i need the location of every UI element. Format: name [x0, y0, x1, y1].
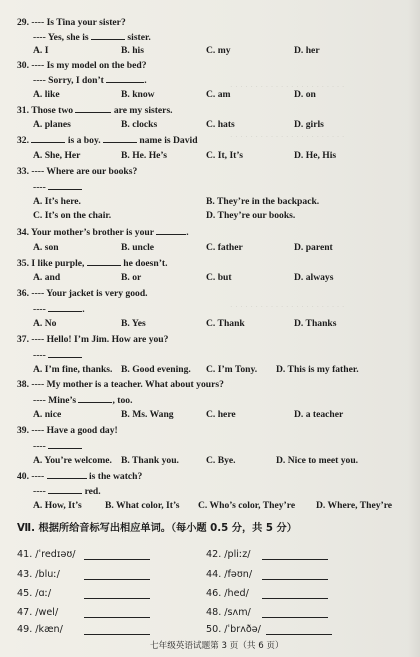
section-heading: Ⅶ. 根据所给音标写出相应单词。（每小题 0.5 分，共 5 分） [17, 523, 297, 534]
option-32-c[interactable]: C. It, It’s [206, 150, 243, 161]
question-30: 30. ---- Is my model on the bed? [17, 60, 147, 71]
question-32: 32. is a boy. name is David [17, 135, 198, 146]
option-37-d[interactable]: D. This is my father. [276, 364, 359, 375]
bleed-through-text: . . . . . . . . . . . . . . . . . . . . . . . [230, 130, 345, 139]
answer-line-36: ---- . [33, 304, 85, 315]
bleed-through-text: . . . . . . . . . . . . . . . . . . . . . . . [230, 300, 345, 309]
option-36-d[interactable]: D. Thanks [294, 318, 337, 329]
answer-line-38: ---- Mine’s , too. [33, 395, 133, 406]
option-38-d[interactable]: D. a teacher [294, 409, 344, 420]
option-39-a[interactable]: A. You’re welcome. [33, 455, 112, 466]
answer-blank[interactable] [87, 257, 121, 266]
phonetic-43: 43. /bluː/ [17, 569, 60, 580]
option-32-d[interactable]: D. He, His [294, 150, 337, 161]
answer-blank[interactable] [48, 440, 82, 449]
answer-line[interactable] [84, 558, 150, 560]
phonetic-41: 41. /ˈredɪəʊ/ [17, 549, 76, 560]
option-38-b[interactable]: B. Ms. Wang [121, 409, 174, 420]
answer-line-39: ---- [33, 440, 82, 452]
option-34-a[interactable]: A. son [33, 242, 59, 253]
phonetic-47: 47. /wel/ [17, 607, 59, 618]
option-31-b[interactable]: B. clocks [121, 119, 158, 130]
option-40-d[interactable]: D. Where, They’re [316, 500, 393, 511]
question-29: 29. ---- Is Tina your sister? [17, 17, 126, 28]
phonetic-45: 45. /ɑː/ [17, 588, 52, 599]
option-36-c[interactable]: C. Thank [206, 318, 245, 329]
option-30-a[interactable]: A. like [33, 89, 60, 100]
question-31: 31. Those two are my sisters. [17, 105, 173, 116]
option-40-c[interactable]: C. Who’s color, They’re [198, 500, 296, 511]
option-29-a[interactable]: A. I [33, 45, 49, 56]
phonetic-42: 42. /pliːz/ [206, 549, 251, 560]
question-34: 34. Your mother’s brother is your . [17, 227, 189, 238]
option-34-c[interactable]: C. father [206, 242, 243, 253]
answer-line-29: ---- Yes, she is sister. [33, 32, 151, 43]
option-34-d[interactable]: D. parent [294, 242, 333, 253]
answer-line[interactable] [262, 616, 328, 618]
option-33-a[interactable]: A. It’s here. [33, 196, 81, 207]
answer-line[interactable] [84, 616, 150, 618]
phonetic-48: 48. /sʌm/ [206, 607, 251, 618]
answer-line-40: ---- red. [33, 486, 101, 497]
answer-blank[interactable] [103, 134, 137, 143]
answer-blank[interactable] [47, 470, 87, 479]
question-38: 38. ---- My mother is a teacher. What about yours? [17, 379, 224, 390]
answer-blank[interactable] [91, 31, 125, 40]
option-40-b[interactable]: B. What color, It’s [105, 500, 180, 511]
question-40: 40. ---- is the watch? [17, 471, 143, 482]
option-38-c[interactable]: C. here [206, 409, 236, 420]
option-40-a[interactable]: A. How, It’s [33, 500, 82, 511]
option-30-b[interactable]: B. know [121, 89, 155, 100]
option-37-b[interactable]: B. Good evening. [121, 364, 191, 375]
answer-blank[interactable] [31, 134, 65, 143]
option-36-b[interactable]: B. Yes [121, 318, 146, 329]
answer-blank[interactable] [48, 485, 82, 494]
option-31-d[interactable]: D. girls [294, 119, 324, 130]
answer-line-37: ---- [33, 349, 82, 361]
answer-line-30: ---- Sorry, I don’t . [33, 75, 147, 86]
answer-blank[interactable] [106, 74, 144, 83]
option-33-b[interactable]: B. They’re in the backpack. [206, 196, 320, 207]
option-39-b[interactable]: B. Thank you. [121, 455, 179, 466]
question-36: 36. ---- Your jacket is very good. [17, 288, 148, 299]
answer-line[interactable] [84, 578, 150, 580]
page-edge-shadow [408, 0, 420, 657]
phonetic-50: 50. /ˈbrʌðə/ [206, 624, 261, 635]
option-36-a[interactable]: A. No [33, 318, 57, 329]
question-37: 37. ---- Hello! I’m Jim. How are you? [17, 334, 169, 345]
option-29-d[interactable]: D. her [294, 45, 320, 56]
answer-blank[interactable] [75, 104, 111, 113]
answer-line[interactable] [84, 633, 150, 635]
answer-line[interactable] [262, 558, 328, 560]
answer-line[interactable] [266, 633, 332, 635]
option-35-c[interactable]: C. but [206, 272, 232, 283]
option-29-c[interactable]: C. my [206, 45, 231, 56]
option-31-a[interactable]: A. planes [33, 119, 71, 130]
answer-line-33: ---- [33, 181, 82, 193]
option-34-b[interactable]: B. uncle [121, 242, 155, 253]
answer-line[interactable] [262, 578, 328, 580]
option-35-a[interactable]: A. and [33, 272, 61, 283]
option-37-c[interactable]: C. I’m Tony. [206, 364, 258, 375]
phonetic-44: 44. /fəʊn/ [206, 569, 253, 580]
question-35: 35. I like purple, he doesn’t. [17, 258, 168, 269]
answer-blank[interactable] [48, 349, 82, 358]
option-35-d[interactable]: D. always [294, 272, 334, 283]
phonetic-49: 49. /kæn/ [17, 624, 63, 635]
answer-blank[interactable] [48, 181, 82, 190]
question-39: 39. ---- Have a good day! [17, 425, 118, 436]
option-29-b[interactable]: B. his [121, 45, 144, 56]
option-38-a[interactable]: A. nice [33, 409, 62, 420]
question-33: 33. ---- Where are our books? [17, 166, 138, 177]
option-39-c[interactable]: C. Bye. [206, 455, 236, 466]
answer-blank[interactable] [156, 226, 186, 235]
option-33-c[interactable]: C. It’s on the chair. [33, 210, 112, 221]
option-35-b[interactable]: B. or [121, 272, 142, 283]
option-32-a[interactable]: A. She, Her [33, 150, 81, 161]
answer-line[interactable] [262, 597, 328, 599]
option-32-b[interactable]: B. He. He’s [121, 150, 168, 161]
bleed-through-text: . . . . . . . . . . . . . . . . . . . . . . . [230, 80, 345, 89]
phonetic-46: 46. /hed/ [206, 588, 249, 599]
option-30-c[interactable]: C. am [206, 89, 231, 100]
option-31-c[interactable]: C. hats [206, 119, 235, 130]
page-footer: 七年级英语试题第 3 页（共 6 页） [150, 641, 284, 651]
option-37-a[interactable]: A. I’m fine, thanks. [33, 364, 113, 375]
option-39-d[interactable]: D. Nice to meet you. [276, 455, 359, 466]
answer-line[interactable] [84, 597, 150, 599]
answer-blank[interactable] [48, 303, 82, 312]
option-30-d[interactable]: D. on [294, 89, 316, 100]
option-33-d[interactable]: D. They’re our books. [206, 210, 296, 221]
answer-blank[interactable] [78, 394, 112, 403]
